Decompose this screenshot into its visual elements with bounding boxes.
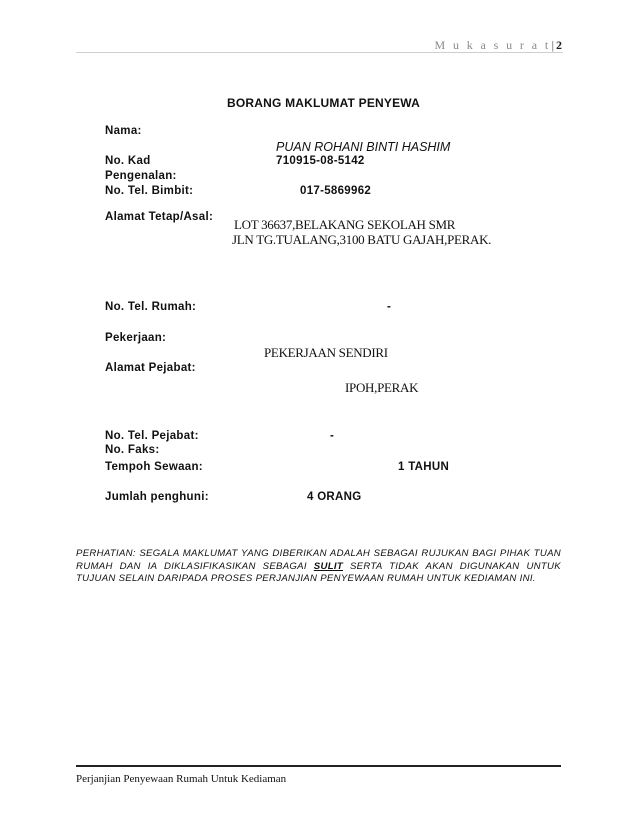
page-footer: Perjanjian Penyewaan Rumah Untuk Kediaman xyxy=(76,773,287,785)
form-title: BORANG MAKLUMAT PENYEWA xyxy=(227,96,421,110)
page-header-separator: | xyxy=(551,38,554,52)
jumlah-penghuni-value: 4 ORANG xyxy=(307,491,362,503)
footer-divider xyxy=(76,765,561,767)
header-divider xyxy=(76,52,563,53)
tel-bimbit-value: 017-5869962 xyxy=(300,185,372,197)
notice-emphasis: SULIT xyxy=(313,560,344,572)
tempoh-sewaan-label: Tempoh Sewaan: xyxy=(105,461,203,473)
no-kad-label-line1: No. Kad xyxy=(105,155,151,167)
page-number: 2 xyxy=(556,38,562,52)
page-header xyxy=(434,38,562,53)
jumlah-penghuni-label: Jumlah penghuni: xyxy=(105,491,209,503)
pekerjaan-value: PEKERJAAN SENDIRI xyxy=(264,345,388,360)
nama-value: PUAN ROHANI BINTI HASHIM xyxy=(276,140,451,154)
no-kad-value: 710915-08-5142 xyxy=(276,155,365,167)
notice-text-part1: PERHATIAN: SEGALA MAKLUMAT YANG DIBERIKAN ADALAH SEBAGAI RUJUKAN BAGI PIHAK TUAN RUMAH DAN IA DIKLASIFIKASIKAN SEBAGAI xyxy=(76,548,561,572)
tel-bimbit-label: No. Tel. Bimbit: xyxy=(105,185,194,197)
tel-pejabat-label: No. Tel. Pejabat: xyxy=(105,430,199,442)
page-header-prefix: M u k a s u r a t xyxy=(434,38,551,52)
tel-rumah-label: No. Tel. Rumah: xyxy=(105,301,197,313)
faks-label: No. Faks: xyxy=(105,444,160,456)
pekerjaan-label: Pekerjaan: xyxy=(105,332,167,344)
tempoh-sewaan-value: 1 TAHUN xyxy=(398,461,450,473)
alamat-pejabat-label: Alamat Pejabat: xyxy=(105,362,196,374)
alamat-tetap-line1: LOT 36637,BELAKANG SEKOLAH SMR xyxy=(234,217,456,232)
alamat-tetap-line2: JLN TG.TUALANG,3100 BATU GAJAH,PERAK. xyxy=(232,232,492,247)
nama-label: Nama: xyxy=(105,125,142,137)
notice-text-part2: SERTA TIDAK AKAN DIGUNAKAN UNTUK TUJUAN SELAIN DARIPADA PROSES PERJANJIAN PENYEWAAN RUMAH UNTUK KEDIAMAN INI. xyxy=(76,560,561,585)
tel-pejabat-value: - xyxy=(330,430,335,442)
tel-rumah-value: - xyxy=(387,301,392,313)
alamat-tetap-label: Alamat Tetap/Asal: xyxy=(105,211,214,223)
no-kad-label-line2: Pengenalan: xyxy=(105,170,177,182)
alamat-pejabat-value: IPOH,PERAK xyxy=(345,380,419,395)
confidentiality-notice xyxy=(76,548,561,586)
